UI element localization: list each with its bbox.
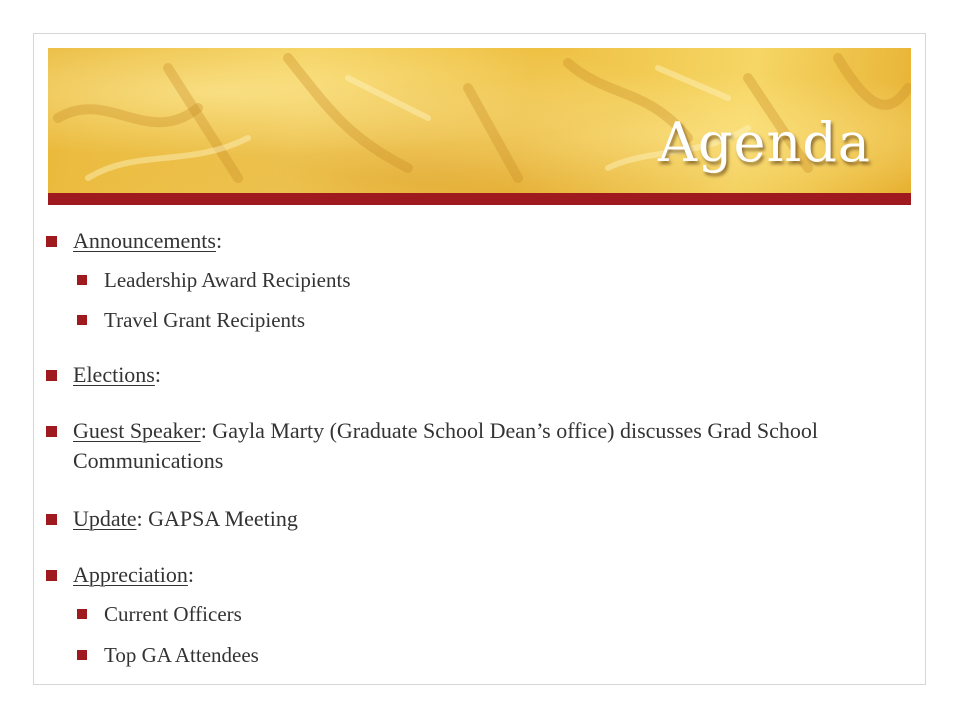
item-heading: Guest Speaker <box>73 418 201 443</box>
item-heading: Appreciation <box>73 562 188 587</box>
agenda-item-guest-speaker <box>46 416 896 476</box>
subitem-text: Top GA Attendees <box>104 643 259 667</box>
square-bullet-icon <box>77 315 87 325</box>
agenda-item-elections <box>46 360 896 390</box>
square-bullet-icon <box>46 236 57 247</box>
agenda-item-announcements <box>46 226 896 256</box>
slide <box>33 33 926 685</box>
square-bullet-icon <box>46 570 57 581</box>
agenda-subitem-top-ga-attendees <box>77 640 877 670</box>
item-text: : <box>154 362 161 387</box>
agenda-subitem-leadership-award <box>77 265 877 295</box>
item-heading: Update <box>73 506 137 531</box>
page-title: Agenda <box>657 111 871 174</box>
item-heading: Elections <box>73 362 155 387</box>
item-text: : <box>215 228 223 253</box>
square-bullet-icon <box>77 650 87 660</box>
subitem-text: Leadership Award Recipients <box>104 268 351 292</box>
agenda-subitem-travel-grant <box>77 305 877 335</box>
subitem-text: Current Officers <box>104 602 242 626</box>
square-bullet-icon <box>77 609 87 619</box>
agenda-list <box>34 34 925 684</box>
square-bullet-icon <box>46 514 57 525</box>
item-text: : GAPSA Meeting <box>136 506 298 531</box>
agenda-subitem-current-officers <box>77 599 877 629</box>
subitem-text: Travel Grant Recipients <box>104 308 306 332</box>
square-bullet-icon <box>46 426 57 437</box>
item-heading: Announcements <box>73 228 216 253</box>
agenda-item-update <box>46 504 896 534</box>
square-bullet-icon <box>46 370 57 381</box>
square-bullet-icon <box>77 275 87 285</box>
agenda-item-appreciation <box>46 560 896 590</box>
item-text: : Gayla Marty (Graduate School Dean’s office) discusses Grad School Communications <box>73 418 818 473</box>
item-text: : <box>187 562 194 587</box>
